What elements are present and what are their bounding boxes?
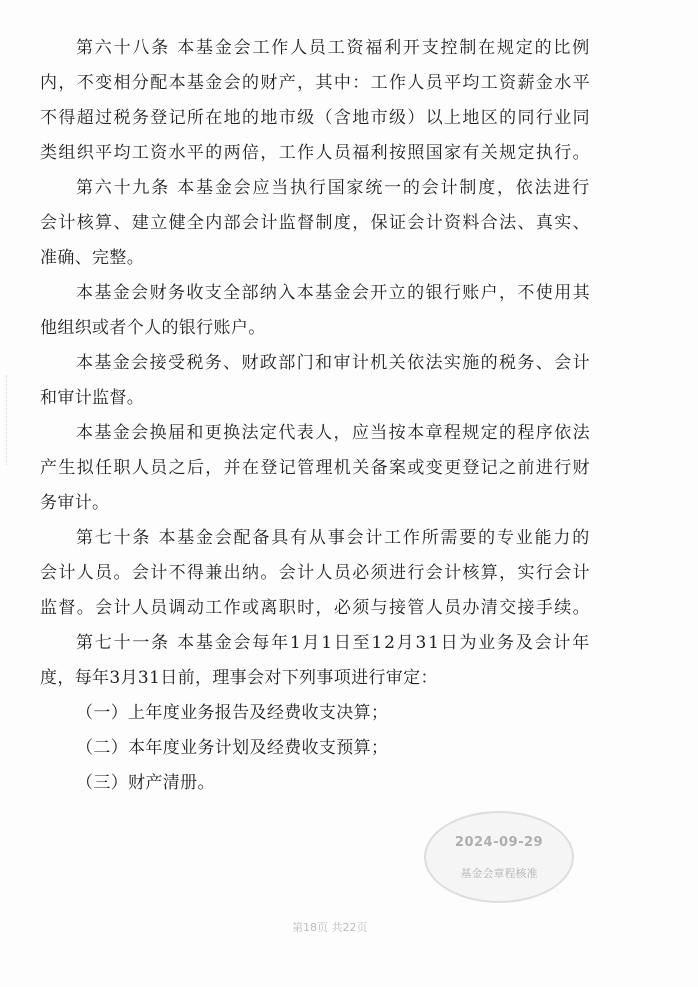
scan-edge-mark [6,375,13,465]
text-line: 本基金会接受税务、财政部门和审计机关依法实施的税务、会计 [76,353,591,373]
text-line: 不得超过税务登记所在地的地市级（含地市级）以上地区的同行业同 [40,108,591,128]
text-line: 和审计监督。 [40,388,145,408]
text-line: 准确、完整。 [40,248,145,268]
text-line: 会计核算、建立健全内部会计监督制度，保证会计资料合法、真实、 [40,213,591,233]
text-line: 内，不变相分配本基金会的财产，其中：工作人员平均工资薪金水平 [40,73,591,93]
text-line: 本基金会换届和更换法定代表人，应当按本章程规定的程序依法 [76,423,591,443]
text-line: 他组织或者个人的银行账户。 [40,318,266,338]
text-line: 产生拟任职人员之后，并在登记管理机关备案或变更登记之前进行财 [40,458,591,478]
list-item: （二）本年度业务计划及经费收支预算； [76,738,389,758]
text-line: 第六十八条 本基金会工作人员工资福利开支控制在规定的比例 [76,38,591,58]
approval-seal [424,811,574,903]
text-line: 第七十条 本基金会配备具有从事会计工作所需要的专业能力的 [76,528,591,548]
text-line: 第七十一条 本基金会每年1月1日至12月31日为业务及会计年 [76,633,591,653]
text-line: 第六十九条 本基金会应当执行国家统一的会计制度，依法进行 [76,178,591,198]
list-item: （一）上年度业务报告及经费收支决算； [76,703,389,723]
text-line: 监督。会计人员调动工作或离职时，必须与接管人员办清交接手续。 [40,598,591,618]
text-line: 务审计。 [40,493,110,513]
text-line: 本基金会财务收支全部纳入本基金会开立的银行账户，不使用其 [76,283,591,303]
text-line: 类组织平均工资水平的两倍，工作人员福利按照国家有关规定执行。 [40,143,591,163]
text-line: 会计人员。会计不得兼出纳。会计人员必须进行会计核算，实行会计 [40,563,591,583]
text-line: 度，每年3月31日前，理事会对下列事项进行审定： [40,668,438,688]
list-item: （三）财产清册。 [76,773,215,793]
page-number: 第18页 共22页 [292,921,368,934]
seal-text: 基金会章程核准 [460,867,538,880]
seal-date: 2024-09-29 [454,835,544,850]
